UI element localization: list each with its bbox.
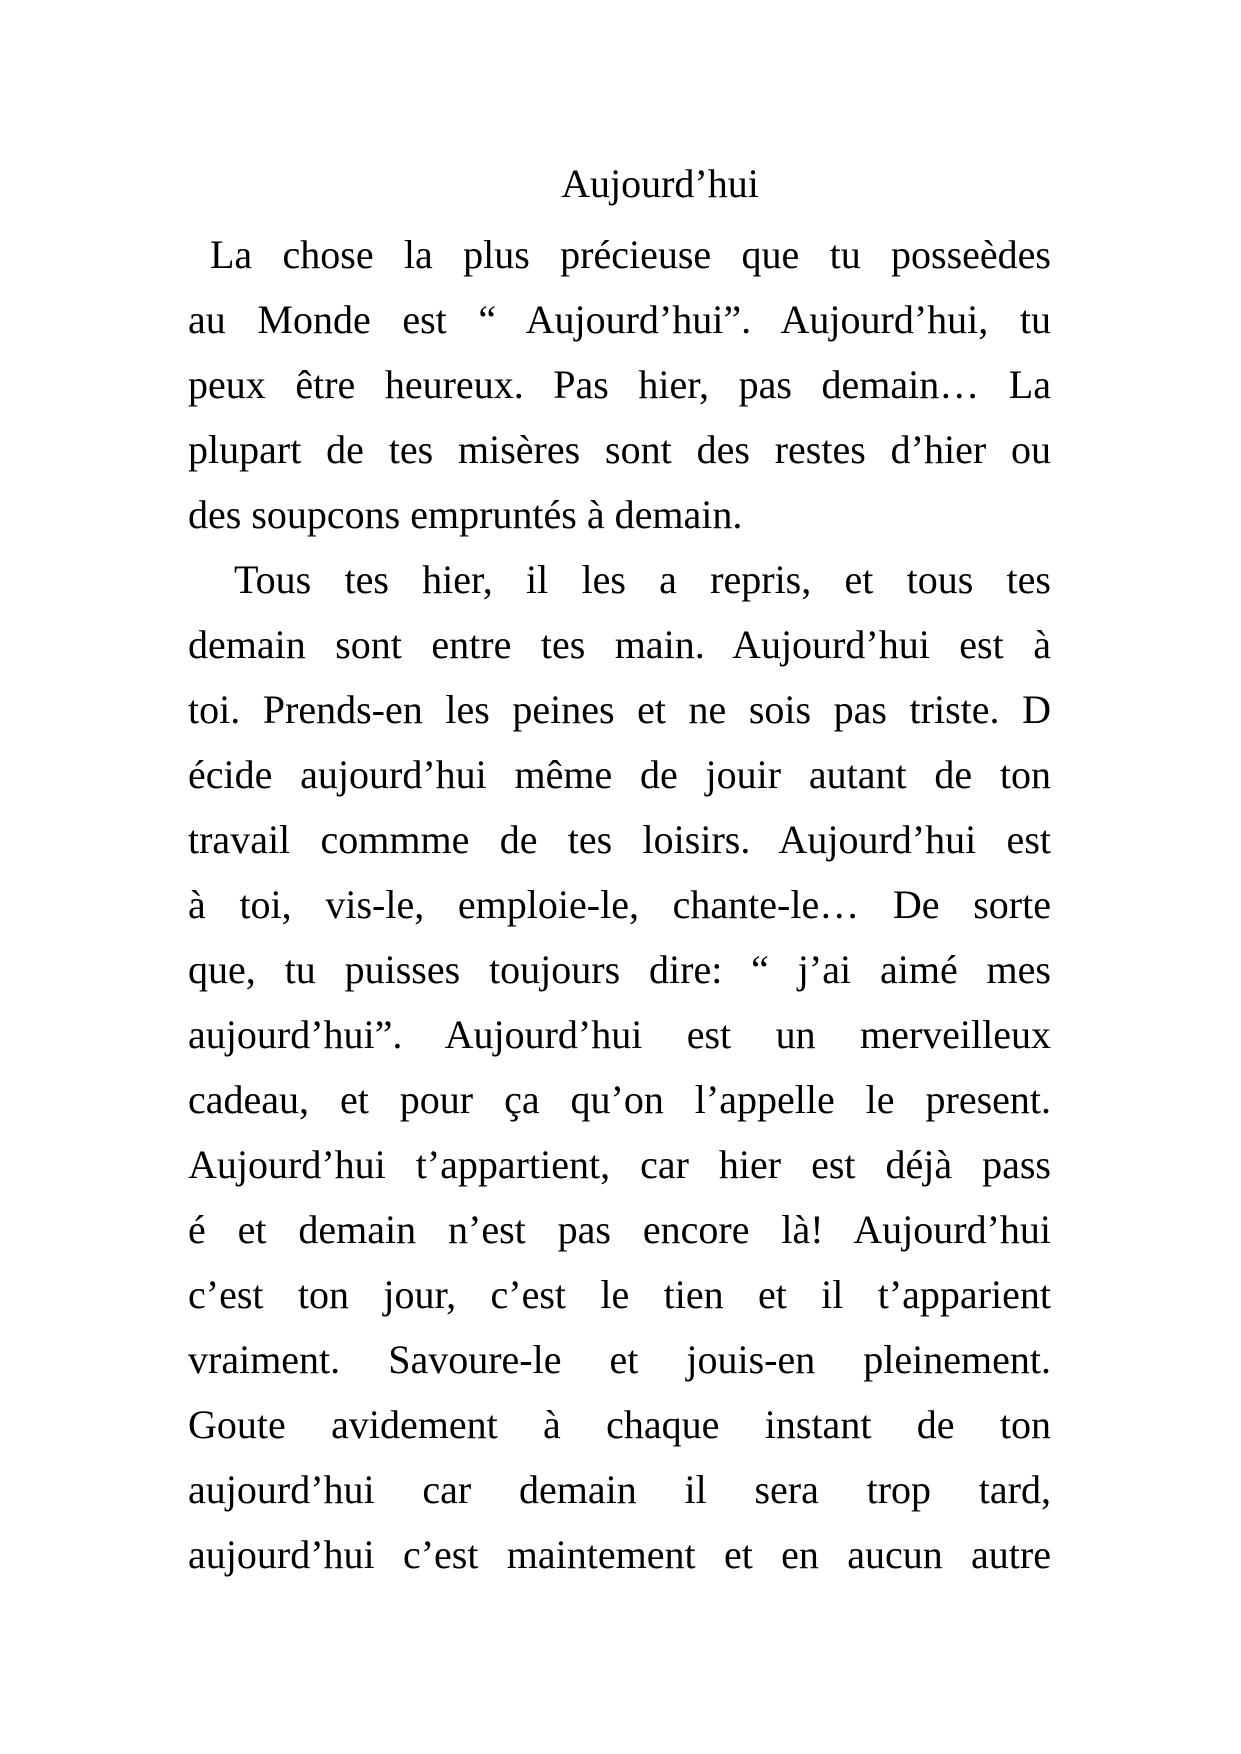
text-line: aujourd’hui”. Aujourd’hui est un merveilleux [188, 1012, 1051, 1057]
text-line: cadeau, et pour ça qu’on l’appelle le present. [188, 1077, 1051, 1122]
text-line: que, tu puisses toujours dire: “ j’ai aimé mes [188, 947, 1051, 992]
text-line: La chose la plus précieuse que tu posseèdes [210, 232, 1051, 277]
text-line: peux être heureux. Pas hier, pas demain… La [188, 362, 1051, 407]
text-line: Tous tes hier, il les a repris, et tous tes [234, 557, 1051, 602]
text-line: aujourd’hui c’est maintement et en aucun autre [188, 1532, 1051, 1577]
text-line: aujourd’hui car demain il sera trop tard, [188, 1467, 1051, 1512]
text-line: au Monde est “ Aujourd’hui”. Aujourd’hui, tu [188, 297, 1051, 342]
text-line: travail commme de tes loisirs. Aujourd’hui est [188, 817, 1051, 862]
text-line: écide aujourd’hui même de jouir autant de ton [188, 752, 1051, 797]
text-line: à toi, vis-le, emploie-le, chante-le… De sorte [188, 882, 1051, 927]
text-line: é et demain n’est pas encore là! Aujourd’hui [188, 1207, 1051, 1252]
text-line: c’est ton jour, c’est le tien et il t’apparient [188, 1272, 1051, 1317]
document-body [188, 222, 1051, 1587]
text-line: vraiment. Savoure-le et jouis-en pleinement. [188, 1337, 1051, 1382]
text-line: Goute avidement à chaque instant de ton [188, 1402, 1051, 1447]
text-line: toi. Prends-en les peines et ne sois pas triste. D [188, 687, 1051, 732]
document-title: Aujourd’hui [561, 161, 759, 206]
text-line: demain sont entre tes main. Aujourd’hui est à [188, 622, 1051, 667]
text-line: Aujourd’hui t’appartient, car hier est déjà pass [188, 1142, 1051, 1187]
text-line: des soupcons empruntés à demain. [188, 492, 743, 537]
text-line: plupart de tes misères sont des restes d’hier ou [188, 427, 1051, 472]
